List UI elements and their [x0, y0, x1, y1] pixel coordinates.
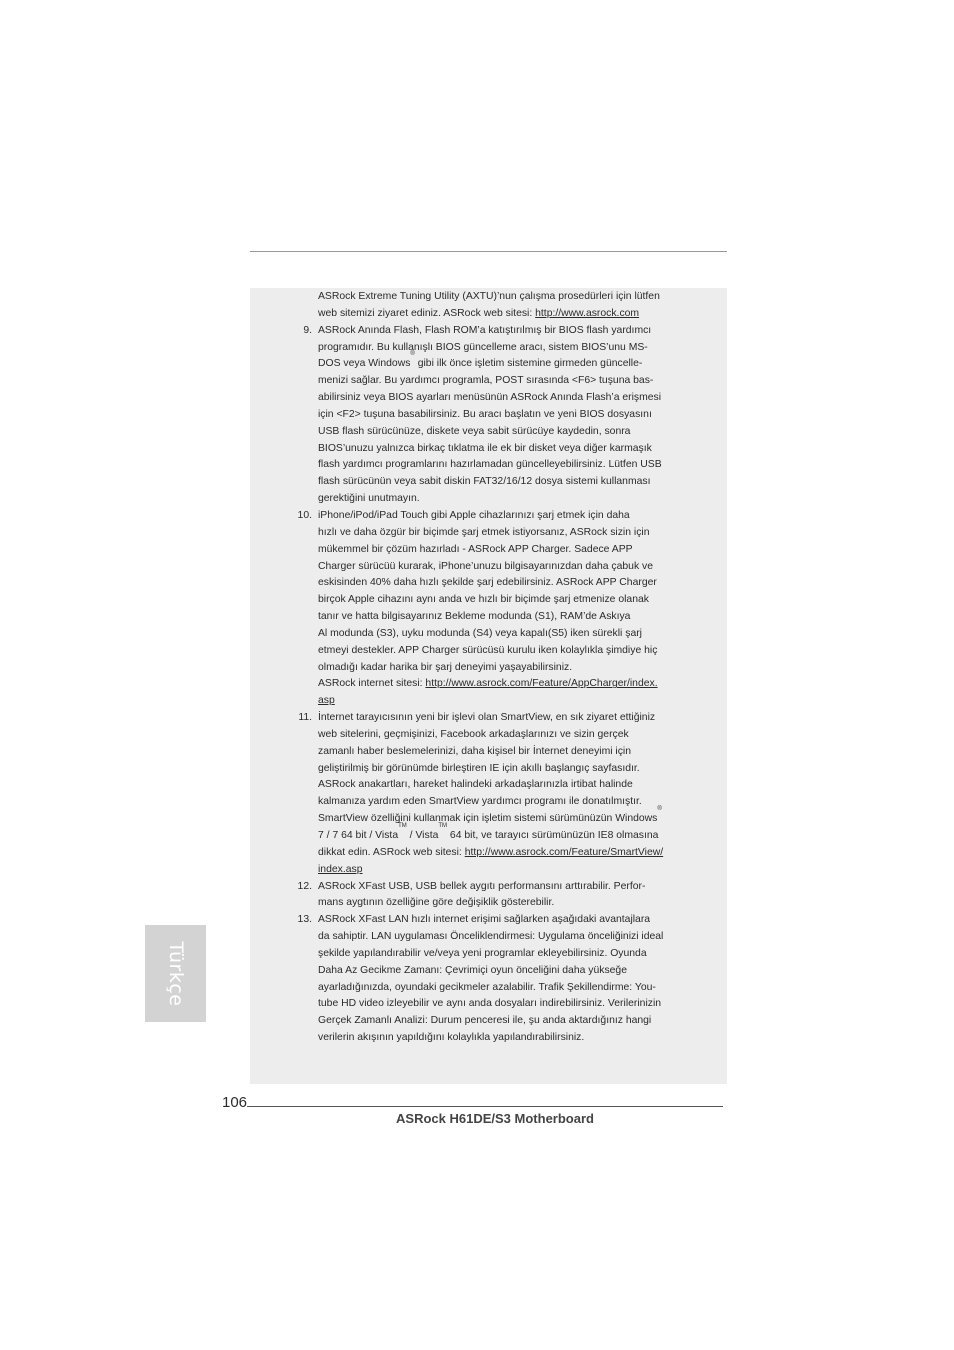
text-line — [286, 806, 706, 828]
text-line — [286, 424, 706, 441]
superscript-mark: TM — [438, 823, 448, 829]
text-segment: Gerçek Zamanlı Analizi: Durum penceresi ile, şu anda aktardığınız hangi — [318, 1015, 652, 1027]
text-line — [286, 980, 706, 997]
text-line — [286, 441, 706, 458]
list-item-start-line — [286, 323, 706, 340]
text-line — [286, 963, 706, 980]
text-segment: tanır ve hatta bilgisayarınız Bekleme modunda (S1), RAM’de Askıya — [318, 611, 631, 623]
footer-title: ASRock H61DE/S3 Motherboard — [396, 1111, 594, 1126]
text-segment: olmadığı kadar harika bir şarj deneyimi yaşayabilirsiniz. — [318, 661, 573, 673]
text-segment: tube HD video izleyebilir ve aynı anda dosyaları indirebilirsiniz. Verilerinizin — [318, 998, 662, 1010]
text-segment: BIOS’unuzu yalnızca birkaç tıklatma ile ek bir disket veya diğer karmaşık — [318, 442, 652, 454]
text-line — [286, 845, 706, 862]
text-segment: Daha Az Gecikme Zamanı: Çevrimiçi oyun önceliğini daha yükseğe — [318, 964, 627, 976]
text-line — [286, 676, 706, 693]
text-line — [286, 761, 706, 778]
text-line — [286, 289, 706, 306]
text-line — [286, 457, 706, 474]
url-link[interactable]: index.asp — [318, 863, 363, 875]
text-segment: ASRock internet sitesi: — [318, 678, 426, 690]
text-segment: USB flash sürücünüze, diskete veya sabit sürücüye kaydedin, sonra — [318, 425, 631, 437]
text-segment: İnternet tarayıcısının yeni bir işlevi olan SmartView, en sık ziyaret ettiğiniz — [318, 712, 656, 724]
url-link[interactable]: asp — [318, 695, 335, 707]
text-segment: Charger sürücüü kurarak, iPhone’unuzu bilgisayarınızdan daha çabuk ve — [318, 560, 654, 572]
text-line — [286, 823, 706, 845]
text-segment: flash yardımcı programlarını hazırlamadan güncelleyebilirsiniz. Lütfen USB — [318, 459, 662, 471]
text-line — [286, 996, 706, 1013]
text-line — [286, 626, 706, 643]
url-link[interactable]: http://www.asrock.com/Feature/SmartView/ — [464, 846, 664, 858]
text-line — [286, 491, 706, 508]
text-line — [286, 559, 706, 576]
text-segment: web sitemizi ziyaret ediniz. ASRock web sitesi: — [318, 307, 536, 319]
url-link[interactable]: http://www.asrock.com — [535, 307, 640, 319]
text-segment: ASRock anakartları, hareket halindeki arkadaşlarınızla irtibat halinde — [318, 779, 633, 791]
text-line — [286, 643, 706, 660]
text-segment: mükemmel bir çözüm hazırladı - ASRock APP Charger. Sadece APP — [318, 543, 633, 555]
text-line — [286, 340, 706, 357]
list-item-number: 10. — [297, 509, 312, 521]
text-segment: ASRock XFast LAN hızlı internet erişimi sağlarken aşağıdaki avantajlara — [318, 914, 651, 926]
language-tab-label: Türkçe — [164, 941, 187, 1006]
text-segment: abilirsiniz veya BIOS ayarları menüsünün ASRock Anında Flash’a erişmesi — [318, 392, 662, 404]
text-segment: SmartView özelliğini kullanmak için işletim sistemi sürümünüzün Windows — [318, 813, 658, 825]
text-segment: web sitelerini, geçmişinizi, Facebook arkadaşlarınızı ve sizin gerçek — [318, 728, 629, 740]
text-segment: DOS veya Windows — [318, 358, 411, 370]
text-line — [286, 373, 706, 390]
text-segment: / Vista — [406, 830, 439, 841]
text-line — [286, 351, 706, 373]
text-segment: ASRock XFast USB, USB bellek aygıtı performansını arttırabilir. Perfor- — [318, 880, 646, 892]
text-line — [286, 660, 706, 677]
text-line — [286, 727, 706, 744]
list-item-number: 11. — [298, 712, 312, 724]
text-segment: geliştirilmiş bir görünümde birleştiren IE için akıllı başlangıç sayfasıdır. — [318, 762, 640, 774]
text-segment: menizi sağlar. Bu yardımcı programla, POST sırasında <F6> tuşuna bas- — [318, 375, 654, 387]
text-line — [286, 929, 706, 946]
superscript-mark: TM — [398, 823, 407, 829]
text-line — [286, 407, 706, 424]
text-line — [286, 862, 706, 879]
text-segment: etmeyi destekler. APP Charger sürücüsü kurulu iken kolaylıkla şimdiye hiç — [318, 644, 658, 656]
text-segment: için <F2> tuşuna basabilirsiniz. Bu aracı başlatın ve yeni BIOS dosyasını — [318, 408, 652, 420]
text-segment: hızlı ve daha özgür bir biçimde şarj etmek istiyorsanız, ASRock sizin için — [318, 526, 650, 538]
text-line — [286, 895, 706, 912]
text-segment: dikkat edin. ASRock web sitesi: — [318, 846, 465, 858]
text-line — [286, 1013, 706, 1030]
text-segment: gibi ilk önce işletim sistemine girmeden güncelle- — [414, 358, 643, 370]
text-line — [286, 777, 706, 794]
text-segment: birçok Apple cihazını aynı anda ve hızlı bir biçimde şarj etmenize olanak — [318, 594, 649, 606]
list-item-start-line — [286, 710, 706, 727]
text-line — [286, 542, 706, 559]
language-side-tab — [145, 925, 206, 1022]
text-line — [286, 306, 706, 323]
text-line — [286, 609, 706, 626]
superscript-mark: ® — [657, 806, 662, 813]
text-segment: mans aygtının özelliğine göre değişiklik gösterebilir. — [318, 897, 555, 909]
text-segment: şekilde yapılandırabilir ve/veya yeni programlar ekleyebilirsiniz. Oyunda — [318, 947, 647, 959]
text-segment: verilerin akışının yapıldığını kolaylıkla yapılandırabilirsiniz. — [318, 1032, 585, 1044]
text-segment: ayarladığınızda, oyundaki gecikmeler azalabilir. Trafik Şekillendirme: You- — [318, 981, 656, 993]
footer-divider — [247, 1106, 723, 1107]
body-text — [286, 289, 706, 1047]
list-item-number: 13. — [297, 914, 312, 926]
url-link[interactable]: http://www.asrock.com/Feature/AppCharger/index. — [425, 678, 658, 690]
text-segment: ASRock Anında Flash, Flash ROM’a katıştırılmış bir BIOS flash yardımcı — [318, 324, 652, 336]
list-item-start-line — [286, 912, 706, 929]
text-segment: da sahiptir. LAN uygulaması Önceliklendirmesi: Uygulama önceliğinizi ideal — [318, 931, 664, 943]
list-item-start-line — [286, 879, 706, 896]
text-segment: programıdır. Bu kullanışlı BIOS güncelleme aracı, sistem BIOS’unu MS- — [318, 341, 648, 353]
text-line — [286, 474, 706, 491]
text-segment: kalmanıza yardım eden SmartView yardımcı programı ile donatılmıştır. — [318, 796, 642, 808]
text-segment: gerektiğini unutmayın. — [318, 493, 420, 505]
list-item-start-line — [286, 508, 706, 525]
list-item-number: 12. — [297, 880, 312, 892]
superscript-mark: ® — [410, 351, 415, 358]
text-segment: ASRock Extreme Tuning Utility (AXTU)’nun çalışma prosedürleri için lütfen — [318, 291, 660, 302]
text-line — [286, 946, 706, 963]
text-line — [286, 592, 706, 609]
text-line — [286, 1030, 706, 1047]
top-divider — [250, 251, 727, 252]
text-line — [286, 693, 706, 710]
text-segment: flash sürücünün veya sabit diskin FAT32/16/12 dosya sistemi kullanması — [318, 476, 651, 488]
text-segment: zamanlı haber beslemelerinizi, daha kişisel bir İnternet deneyimi için — [318, 745, 632, 757]
page-number: 106 — [222, 1094, 248, 1111]
text-segment: eskisinden 40% daha hızlı şekilde şarj edebilirsiniz. ASRock APP Charger — [318, 577, 657, 589]
text-line — [286, 794, 706, 811]
text-segment: 64 bit, ve tarayıcı sürümünüzün IE8 olmasına — [447, 830, 659, 841]
text-segment: 7 / 7 64 bit / Vista — [318, 830, 399, 841]
list-item-number: 9. — [303, 324, 312, 336]
text-segment: iPhone/iPod/iPad Touch gibi Apple cihazlarınızı şarj etmek için daha — [318, 509, 630, 521]
text-line — [286, 390, 706, 407]
text-segment: Al modunda (S3), uyku modunda (S4) veya kapalı(S5) iken sürekli şarj — [318, 627, 642, 639]
text-line — [286, 744, 706, 761]
text-line — [286, 575, 706, 592]
text-line — [286, 525, 706, 542]
